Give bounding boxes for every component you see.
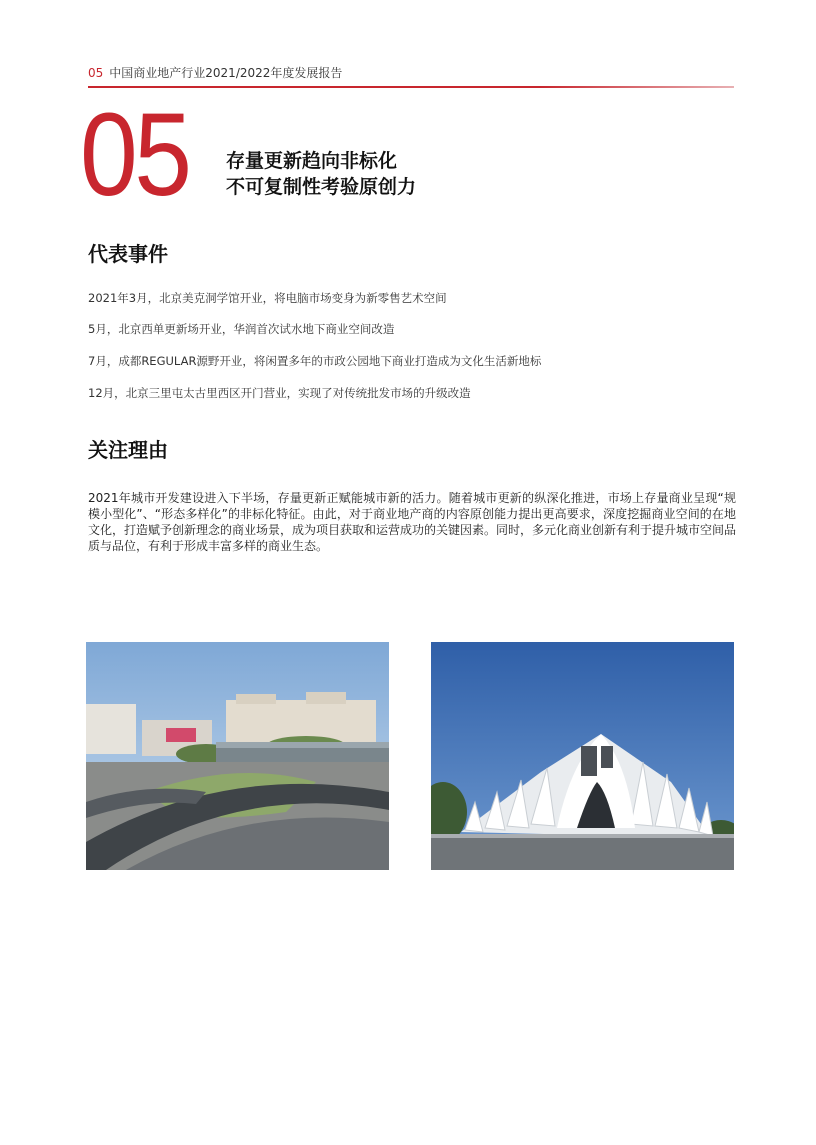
- header-number: 05: [88, 66, 104, 80]
- reason-heading: 关注理由: [88, 438, 168, 462]
- event-item: 12月，北京三里屯太古里西区开门营业，实现了对传统批发市场的升级改造: [88, 386, 471, 400]
- photo-white-building: [431, 642, 734, 870]
- header-title: 中国商业地产行业2021/2022年度发展报告: [109, 66, 343, 80]
- event-item: 5月，北京西单更新场开业，华润首次试水地下商业空间改造: [88, 322, 395, 336]
- events-heading: 代表事件: [88, 242, 168, 266]
- event-item: 7月，成都REGULAR源野开业，将闲置多年的市政公园地下商业打造成为文化生活新地标: [88, 354, 542, 368]
- photo-sunken-plaza: [86, 642, 389, 870]
- running-header: [88, 64, 342, 81]
- reason-paragraph: 2021年城市开发建设进入下半场，存量更新正赋能城市新的活力。随着城市更新的纵深化推进，市场上存量商业呈现“规模小型化”、“形态多样化”的非标化特征。由此，对于商业地产商的内容原创能力提出更高要求，深度挖掘商业空间的在地文化，打造赋予创新理念的商业场景，成为项目获取和运营成功的关键因素。同时，多元化商业创新有利于提升城市空间品质与品位，有利于形成丰富多样的商业生态。: [88, 491, 737, 553]
- chapter-title: [226, 148, 416, 200]
- event-item: 2021年3月，北京美克洞学馆开业，将电脑市场变身为新零售艺术空间: [88, 291, 447, 305]
- chapter-number: 05: [80, 89, 189, 221]
- chapter-title-line1: 存量更新趋向非标化: [226, 150, 398, 172]
- chapter-title-line2: 不可复制性考验原创力: [226, 176, 417, 198]
- header-divider: [88, 86, 734, 88]
